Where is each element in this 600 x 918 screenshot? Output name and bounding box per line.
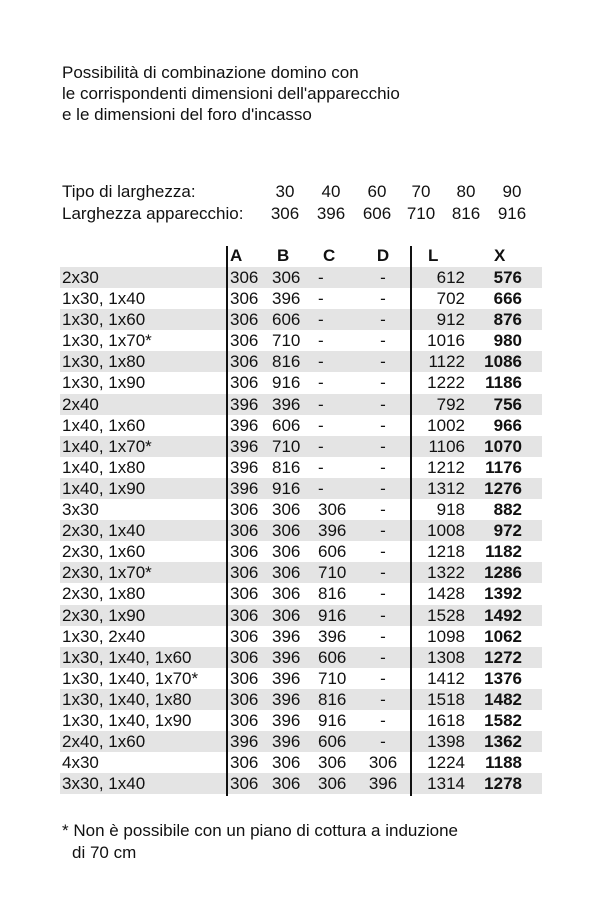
- cell-d: -: [380, 436, 386, 456]
- cell-b: 916: [272, 478, 301, 498]
- header-x: X: [494, 246, 506, 265]
- cell-l: 1008: [427, 521, 465, 541]
- cell-x: 1186: [485, 373, 522, 393]
- cell-a: 306: [230, 689, 259, 709]
- cell-b: 306: [272, 774, 301, 794]
- cell-d: -: [380, 605, 386, 625]
- cell-d: -: [380, 478, 386, 498]
- cell-x: 1188: [485, 753, 522, 773]
- width-type-value: 40: [321, 182, 341, 201]
- cell-a: 306: [230, 647, 259, 667]
- cell-a: 396: [230, 732, 259, 752]
- cell-l: 1222: [427, 373, 465, 393]
- cell-l: 1212: [427, 457, 465, 477]
- cell-b: 916: [272, 373, 301, 393]
- cell-l: 1518: [427, 689, 465, 709]
- cell-a: 306: [230, 352, 259, 372]
- device-width-value: 606: [362, 204, 392, 223]
- device-width-label: Larghezza apparecchio:: [62, 204, 244, 223]
- cell-l: 1312: [427, 478, 465, 498]
- cell-x: 1070: [484, 436, 522, 456]
- row-combination: 3x30, 1x40: [62, 774, 146, 794]
- cell-b: 306: [272, 584, 301, 604]
- table-row: [60, 351, 542, 372]
- cell-a: 306: [230, 710, 259, 730]
- cell-a: 396: [230, 436, 259, 456]
- intro-line: Possibilità di combinazione domino con: [62, 63, 359, 82]
- cell-a: 396: [230, 478, 259, 498]
- table-row: [60, 288, 542, 309]
- cell-l: 1322: [427, 563, 465, 583]
- cell-b: 306: [272, 753, 301, 773]
- cell-a: 306: [230, 774, 259, 794]
- width-type-value: 90: [502, 182, 522, 201]
- row-combination: 1x30, 1x80: [62, 352, 146, 372]
- cell-x: 980: [493, 331, 522, 351]
- table-row: [60, 415, 542, 436]
- cell-a: 306: [230, 753, 259, 773]
- row-combination: 3x30: [62, 500, 99, 520]
- row-combination: 1x30, 1x60: [62, 310, 146, 330]
- cell-a: 396: [230, 457, 259, 477]
- table-row: [60, 267, 542, 288]
- cell-d: -: [380, 373, 386, 393]
- row-combination: 1x40, 1x60: [62, 415, 146, 435]
- row-combination: 2x30, 1x70*: [62, 563, 152, 583]
- table-row: [60, 436, 542, 457]
- cell-a: 306: [230, 542, 259, 562]
- cell-l: 1002: [427, 415, 465, 435]
- table-row: [60, 457, 542, 478]
- cell-a: 396: [230, 394, 259, 414]
- cell-l: 1122: [428, 352, 465, 372]
- cell-x: 1272: [484, 647, 522, 667]
- cell-x: 1182: [485, 542, 522, 562]
- cell-x: 1176: [485, 457, 522, 477]
- intro-text: [62, 62, 400, 125]
- row-combination: 1x30, 1x40, 1x60: [62, 647, 192, 667]
- column-divider: [410, 246, 412, 796]
- device-width-value: 710: [406, 204, 436, 223]
- cell-b: 396: [272, 647, 301, 667]
- cell-a: 306: [230, 521, 259, 541]
- cell-a: 306: [230, 626, 259, 646]
- cell-b: 396: [272, 289, 301, 309]
- header-a: A: [230, 246, 243, 265]
- device-width-value: 306: [270, 204, 300, 223]
- cell-x: 1286: [484, 563, 522, 583]
- cell-b: 306: [272, 605, 301, 625]
- width-type-value: 80: [456, 182, 476, 201]
- width-type-value: 30: [275, 182, 295, 201]
- cell-d: -: [380, 563, 386, 583]
- cell-b: 396: [272, 626, 301, 646]
- footnote: [62, 820, 458, 864]
- cell-x: 1482: [484, 689, 522, 709]
- footnote-line: * Non è possibile con un piano di cottura a induzione: [62, 821, 458, 840]
- cell-c: -: [318, 394, 324, 414]
- cell-l: 1218: [427, 542, 465, 562]
- cell-x: 1062: [484, 626, 522, 646]
- table-row: [60, 731, 542, 752]
- cell-a: 306: [230, 373, 259, 393]
- row-combination: 1x40, 1x70*: [62, 436, 152, 456]
- cell-l: 912: [436, 310, 465, 330]
- cell-b: 396: [272, 710, 301, 730]
- table-row: [60, 499, 542, 520]
- cell-d: -: [380, 331, 386, 351]
- cell-a: 306: [230, 563, 259, 583]
- cell-l: 792: [436, 394, 465, 414]
- cell-l: 1308: [427, 647, 465, 667]
- cell-d: -: [380, 394, 386, 414]
- cell-c: 816: [318, 584, 347, 604]
- cell-c: 916: [318, 710, 347, 730]
- table-row: [60, 520, 542, 541]
- device-width-value: 916: [497, 204, 527, 223]
- row-combination: 1x30, 1x40, 1x70*: [62, 668, 199, 688]
- cell-l: 1398: [427, 732, 465, 752]
- table-row: [60, 773, 542, 794]
- cell-b: 396: [272, 689, 301, 709]
- cell-b: 396: [272, 394, 301, 414]
- cell-d: -: [380, 689, 386, 709]
- cell-d: 306: [368, 753, 398, 773]
- device-width-value: 396: [316, 204, 346, 223]
- cell-a: 306: [230, 310, 259, 330]
- cell-a: 306: [230, 500, 259, 520]
- cell-c: -: [318, 310, 324, 330]
- cell-b: 306: [272, 542, 301, 562]
- device-width-value: 816: [451, 204, 481, 223]
- cell-a: 306: [230, 605, 259, 625]
- cell-d: -: [380, 521, 386, 541]
- cell-c: 606: [318, 542, 347, 562]
- row-combination: 1x30, 1x40, 1x90: [62, 710, 192, 730]
- cell-x: 1278: [484, 774, 522, 794]
- row-combination: 1x30, 1x90: [62, 373, 146, 393]
- cell-d: -: [380, 668, 386, 688]
- cell-d: -: [380, 584, 386, 604]
- cell-b: 396: [272, 732, 301, 752]
- cell-l: 1412: [427, 668, 465, 688]
- cell-l: 1528: [427, 605, 465, 625]
- table-row: [60, 478, 542, 499]
- cell-b: 306: [272, 268, 301, 287]
- cell-b: 710: [272, 436, 301, 456]
- cell-a: 306: [230, 331, 259, 351]
- table-row: [60, 605, 542, 626]
- width-type-value: 70: [411, 182, 431, 201]
- cell-c: -: [318, 268, 324, 287]
- cell-d: -: [380, 647, 386, 667]
- cell-c: 606: [318, 647, 347, 667]
- table-row: [60, 668, 542, 689]
- cell-b: 306: [272, 521, 301, 541]
- table-row: [60, 647, 542, 668]
- table-row: [60, 583, 542, 604]
- cell-c: 606: [318, 732, 347, 752]
- cell-l: 612: [436, 268, 465, 287]
- table-row: [60, 710, 542, 731]
- row-combination: 2x30, 1x60: [62, 542, 146, 562]
- cell-c: -: [318, 331, 324, 351]
- cell-x: 1362: [484, 732, 522, 752]
- cell-b: 816: [272, 352, 301, 372]
- row-combination: 2x30, 1x40: [62, 521, 146, 541]
- cell-l: 1314: [427, 774, 465, 794]
- column-divider: [226, 246, 228, 796]
- width-type-label: Tipo di larghezza:: [62, 182, 196, 201]
- row-combination: 1x30, 2x40: [62, 626, 146, 646]
- cell-x: 1276: [484, 478, 522, 498]
- cell-l: 1618: [427, 710, 465, 730]
- cell-x: 756: [493, 394, 522, 414]
- cell-x: 882: [493, 500, 522, 520]
- cell-l: 1106: [428, 436, 465, 456]
- header-b: B: [277, 246, 290, 265]
- cell-a: 306: [230, 289, 259, 309]
- table-header: [60, 246, 542, 267]
- table-row: [60, 562, 542, 583]
- cell-d: -: [380, 268, 386, 287]
- cell-b: 710: [272, 331, 301, 351]
- header-c: C: [323, 246, 336, 265]
- cell-a: 306: [230, 668, 259, 688]
- row-combination: 1x40, 1x80: [62, 457, 146, 477]
- table-row: [60, 372, 542, 393]
- table-row: [60, 541, 542, 562]
- cell-x: 666: [493, 289, 522, 309]
- cell-a: 306: [230, 268, 259, 287]
- cell-c: -: [318, 352, 324, 372]
- table-row: [60, 689, 542, 710]
- cell-x: 1392: [484, 584, 522, 604]
- row-combination: 1x40, 1x90: [62, 478, 146, 498]
- cell-c: -: [318, 415, 324, 435]
- cell-d: -: [380, 352, 386, 372]
- table-row: [60, 626, 542, 647]
- cell-c: 916: [318, 605, 347, 625]
- header-l: L: [428, 246, 439, 265]
- row-combination: 2x40: [62, 394, 99, 414]
- cell-x: 972: [493, 521, 522, 541]
- cell-x: 1582: [484, 710, 522, 730]
- cell-d: -: [380, 415, 386, 435]
- cell-b: 606: [272, 310, 301, 330]
- cell-x: 876: [493, 310, 522, 330]
- cell-a: 396: [230, 415, 259, 435]
- cell-d: -: [380, 732, 386, 752]
- cell-d: -: [380, 310, 386, 330]
- row-combination: 2x40, 1x60: [62, 732, 146, 752]
- cell-l: 918: [436, 500, 465, 520]
- cell-c: 710: [318, 563, 347, 583]
- cell-c: 306: [318, 500, 347, 520]
- row-combination: 1x30, 1x70*: [62, 331, 152, 351]
- cell-d: -: [380, 457, 386, 477]
- cell-c: 396: [318, 521, 347, 541]
- row-combination: 2x30: [62, 268, 99, 287]
- cell-x: 1492: [484, 605, 522, 625]
- cell-d: -: [380, 289, 386, 309]
- cell-c: -: [318, 436, 324, 456]
- cell-b: 306: [272, 500, 301, 520]
- cell-c: 306: [318, 753, 347, 773]
- cell-l: 1016: [427, 331, 465, 351]
- cell-b: 396: [272, 668, 301, 688]
- cell-c: -: [318, 457, 324, 477]
- cell-b: 816: [272, 457, 301, 477]
- cell-c: 816: [318, 689, 347, 709]
- cell-x: 1086: [484, 352, 522, 372]
- footnote-line: di 70 cm: [72, 843, 137, 862]
- row-combination: 2x30, 1x80: [62, 584, 146, 604]
- table-row: [60, 309, 542, 330]
- cell-l: 1098: [427, 626, 465, 646]
- cell-c: -: [318, 289, 324, 309]
- row-combination: 4x30: [62, 753, 99, 773]
- cell-d: -: [380, 542, 386, 562]
- cell-c: 710: [318, 668, 347, 688]
- header-d: D: [376, 246, 390, 265]
- cell-b: 306: [272, 563, 301, 583]
- intro-line: le corrispondenti dimensioni dell'apparecchio: [62, 84, 400, 103]
- width-type-value: 60: [367, 182, 387, 201]
- table-row: [60, 752, 542, 773]
- cell-l: 1224: [427, 753, 465, 773]
- combination-table: [60, 246, 542, 794]
- cell-a: 306: [230, 584, 259, 604]
- cell-d: -: [380, 500, 386, 520]
- row-combination: 1x30, 1x40, 1x80: [62, 689, 192, 709]
- table-body: [60, 267, 542, 794]
- cell-l: 1428: [427, 584, 465, 604]
- intro-line: e le dimensioni del foro d'incasso: [62, 105, 312, 124]
- cell-c: 306: [318, 774, 347, 794]
- cell-d: -: [380, 710, 386, 730]
- row-combination: 2x30, 1x90: [62, 605, 146, 625]
- cell-b: 606: [272, 415, 301, 435]
- cell-d: -: [380, 626, 386, 646]
- cell-c: -: [318, 373, 324, 393]
- cell-c: -: [318, 478, 324, 498]
- cell-c: 396: [318, 626, 347, 646]
- table-row: [60, 330, 542, 351]
- table-row: [60, 394, 542, 415]
- cell-x: 1376: [484, 668, 522, 688]
- cell-x: 576: [493, 268, 522, 287]
- cell-x: 966: [493, 415, 522, 435]
- cell-d: 396: [368, 774, 398, 794]
- row-combination: 1x30, 1x40: [62, 289, 146, 309]
- cell-l: 702: [436, 289, 465, 309]
